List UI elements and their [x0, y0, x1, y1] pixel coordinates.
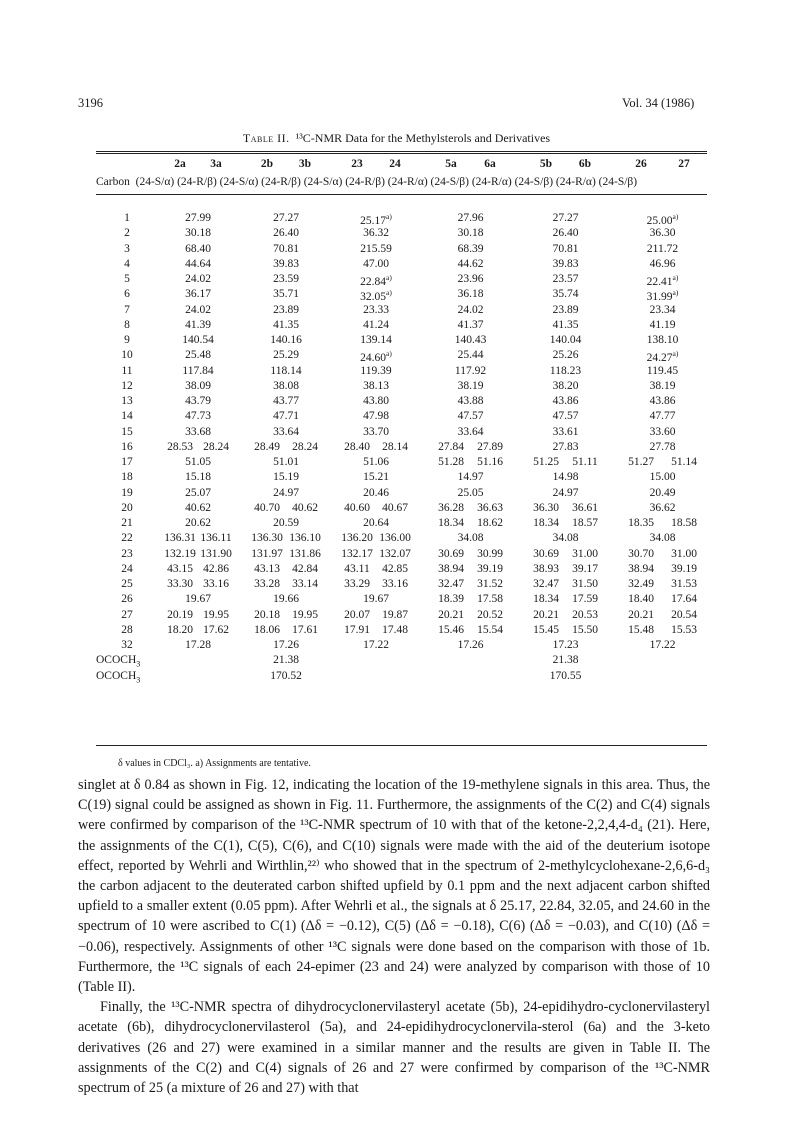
- carbon-label: 14: [121, 410, 133, 423]
- table-cell: 36.62: [649, 501, 676, 514]
- table-cell: 51.27: [628, 456, 654, 468]
- table-cell: 42.86: [203, 562, 229, 575]
- compound-header: 6a: [484, 158, 496, 170]
- carbon-label: 32: [121, 639, 133, 651]
- table-cell: 39.83: [273, 257, 299, 270]
- table-cell: 170.52: [270, 669, 302, 682]
- table-cell: 17.59: [572, 593, 598, 606]
- table-cell: 17.91: [344, 623, 370, 636]
- table-cell: 119.39: [360, 364, 392, 377]
- table-cell: 36.63: [477, 501, 503, 514]
- table-cell: 41.35: [273, 318, 299, 331]
- table-cell: 30.18: [457, 227, 484, 240]
- table-cell: 27.83: [552, 440, 579, 453]
- table-cell: 38.94: [438, 562, 464, 575]
- table-cell: 14.98: [552, 471, 579, 484]
- table-cell: 21.38: [552, 654, 579, 667]
- table-cell: 31.53: [671, 578, 697, 590]
- table-cell: 25.26: [552, 349, 579, 362]
- table-cell: 38.20: [552, 379, 579, 392]
- table-cell: 51.16: [477, 456, 503, 468]
- compound-header: 27: [678, 158, 690, 170]
- compound-header: 2a: [174, 158, 186, 170]
- table-cell: 33.64: [273, 425, 299, 438]
- table-cell: 23.57: [552, 273, 579, 285]
- table-cell: 33.68: [185, 425, 211, 438]
- compound-header: 23: [351, 158, 363, 170]
- table-cell: 39.19: [477, 562, 503, 575]
- table-cell: 33.60: [649, 425, 676, 438]
- table-cell: 17.28: [185, 639, 211, 651]
- table-cell: 15.48: [628, 623, 654, 636]
- table-cell: 47.00: [363, 257, 389, 270]
- table-cell: 25.44: [457, 349, 484, 362]
- carbon-label: 16: [121, 440, 133, 453]
- carbon-label: 24: [121, 562, 133, 575]
- table-cell: 30.99: [477, 547, 503, 560]
- table-header-rule: [96, 194, 707, 195]
- table-cell: 31.52: [477, 578, 503, 590]
- table-cell: 44.64: [185, 257, 211, 270]
- table-cell: 43.86: [649, 395, 676, 407]
- table-cell: 28.14: [382, 440, 408, 453]
- table-cell: 25.07: [185, 486, 211, 499]
- table-cell: 20.64: [363, 517, 389, 529]
- table-cell: 24.97: [273, 486, 299, 499]
- table-cell: 132.19: [164, 547, 196, 560]
- carbon-label: 9: [124, 334, 130, 346]
- table-cell: 35.74: [552, 288, 579, 301]
- table-cell: 119.45: [646, 364, 679, 377]
- table-cell: 33.16: [203, 578, 229, 590]
- table-cell: 51.05: [185, 456, 211, 468]
- table-cell: 41.24: [363, 318, 389, 331]
- table-cell: 47.77: [649, 410, 676, 423]
- table-cell: 20.18: [254, 608, 280, 621]
- carbon-label: 20: [121, 501, 133, 514]
- table-cell: 24.97: [552, 486, 579, 499]
- table-cell: 19.67: [185, 593, 211, 606]
- table-cell: 21.38: [273, 654, 299, 667]
- compound-header: 3a: [210, 158, 222, 170]
- carbon-label: 22: [121, 532, 133, 545]
- table-cell: 47.57: [457, 410, 484, 423]
- table-cell: 32.47: [533, 578, 559, 590]
- table-cell: 19.67: [363, 593, 389, 606]
- table-cell: 39.83: [552, 257, 579, 270]
- table-cell: 131.90: [200, 547, 232, 560]
- table-cell: 25.48: [185, 349, 211, 362]
- table-cell: 26.40: [552, 227, 579, 240]
- table-cell: 17.26: [457, 639, 484, 651]
- table-cell: 20.07: [344, 608, 370, 621]
- carbon-label: 19: [121, 486, 133, 499]
- table-cell: 132.17: [341, 547, 373, 560]
- table-cell: 32.49: [628, 578, 654, 590]
- epimer-header-row: [96, 176, 637, 188]
- table-cell: 28.40: [344, 440, 370, 453]
- table-cell: 38.13: [363, 379, 389, 392]
- epimer-labels: (24-S/α) (24-R/β) (24-S/α) (24-R/β) (24-S/α) (24-R/β) (24-R/α) (24-S/β) (24-R/α) (24-S/β) (24-R/α) (24-S/β): [135, 176, 638, 188]
- carbon-label: 5: [124, 273, 130, 285]
- table-cell: 20.62: [185, 517, 211, 529]
- table-cell: 34.08: [457, 532, 484, 545]
- table-cell: 136.00: [379, 532, 411, 545]
- table-cell: 44.62: [457, 257, 484, 270]
- table-cell: 36.30: [533, 501, 559, 514]
- table-cell: 117.92: [454, 364, 487, 377]
- table-cell: 40.60: [344, 501, 370, 514]
- table-cell: 43.86: [552, 395, 579, 407]
- carbon-label: 4: [124, 257, 130, 270]
- table-cell: 47.71: [273, 410, 299, 423]
- table-cell: 25.17$^{a)}$: [360, 212, 392, 227]
- table-cell: 15.45: [533, 623, 559, 636]
- table-cell: 28.24: [292, 440, 318, 453]
- table-cell: 15.54: [477, 623, 503, 636]
- table-cell: 31.99$^{a)}$: [646, 288, 679, 304]
- table-cell: 36.28: [438, 501, 464, 514]
- table-cell: 18.40: [628, 593, 654, 606]
- carbon-label: 8: [124, 318, 130, 331]
- table-cell: 33.61: [552, 425, 579, 438]
- table-cell: 27.99: [185, 212, 211, 224]
- compound-header: 26: [635, 158, 647, 170]
- carbon-label: $OCOCH_3$: [96, 654, 141, 669]
- table-cell: 23.89: [552, 303, 579, 316]
- carbon-label: 12: [121, 379, 133, 392]
- carbon-label: 21: [121, 517, 133, 529]
- table-cell: 19.66: [273, 593, 299, 606]
- carbon-label: 15: [121, 425, 133, 438]
- table-cell: 30.69: [438, 547, 464, 560]
- table-cell: 139.14: [360, 334, 392, 346]
- table-cell: 18.34: [533, 517, 559, 529]
- table-cell: 41.19: [649, 318, 676, 331]
- carbon-label: 26: [121, 593, 133, 606]
- table-cell: 41.39: [185, 318, 211, 331]
- carbon-label: 3: [124, 242, 130, 255]
- table-cell: 170.55: [549, 669, 582, 682]
- table-cell: 20.59: [273, 517, 299, 529]
- table-cell: 25.29: [273, 349, 299, 362]
- table-cell: 131.86: [289, 547, 321, 560]
- table-cell: 18.34: [438, 517, 464, 529]
- table-cell: 40.62: [292, 501, 318, 514]
- table-cell: 20.21: [628, 608, 654, 621]
- table-cell: 43.13: [254, 562, 280, 575]
- table-cell: 23.96: [457, 273, 484, 285]
- table-cell: 27.27: [552, 212, 579, 224]
- table-cell: 33.64: [457, 425, 484, 438]
- table-cell: 15.00: [649, 471, 676, 484]
- table-cell: 15.46: [438, 623, 464, 636]
- table-cell: 33.16: [382, 578, 408, 590]
- table-cell: 20.49: [649, 486, 676, 499]
- table-cell: 47.73: [185, 410, 211, 423]
- table-cell: 33.29: [344, 578, 370, 590]
- table-cell: 117.84: [182, 364, 214, 377]
- table-cell: 25.00$^{a)}$: [646, 212, 679, 227]
- table-cell: 36.30: [649, 227, 676, 240]
- carbon-label: 25: [121, 578, 133, 590]
- carbon-label: 6: [124, 288, 130, 301]
- table-cell: 36.18: [457, 288, 484, 301]
- table-cell: 19.87: [382, 608, 408, 621]
- table-cell: 211.72: [646, 242, 679, 255]
- table-cell: 38.94: [628, 562, 654, 575]
- table-cell: 40.70: [254, 501, 280, 514]
- table-cell: 27.78: [649, 440, 676, 453]
- carbon-label: 2: [124, 227, 130, 240]
- table-cell: 20.52: [477, 608, 503, 621]
- table-cell: 46.96: [649, 257, 676, 270]
- table-cell: 118.14: [270, 364, 302, 377]
- table-cell: 18.57: [572, 517, 598, 529]
- table-top-rule: [96, 151, 707, 152]
- table-cell: 36.61: [572, 501, 598, 514]
- page-number: 3196: [78, 96, 103, 110]
- table-cell: 27.96: [457, 212, 484, 224]
- table-top-rule-2: [96, 153, 707, 154]
- table-cell: 30.70: [628, 547, 654, 560]
- table-cell: 47.57: [552, 410, 579, 423]
- table-cell: 14.97: [457, 471, 484, 484]
- table-cell: 140.16: [270, 334, 302, 346]
- table-cell: 20.53: [572, 608, 598, 621]
- table-cell: 20.21: [438, 608, 464, 621]
- table-cell: 19.95: [292, 608, 318, 621]
- table-cell: 23.33: [363, 303, 389, 316]
- table-cell: 70.81: [273, 242, 299, 255]
- table-cell: 33.70: [363, 425, 389, 438]
- table-cell: 23.89: [273, 303, 299, 316]
- table-cell: 41.35: [552, 318, 579, 331]
- table-bottom-rule: [96, 745, 707, 746]
- compound-header: 3b: [298, 158, 312, 170]
- table-cell: 43.11: [344, 562, 370, 575]
- table-cell: 23.59: [273, 273, 299, 285]
- paragraph-1: singlet at δ 0.84 as shown in Fig. 12, indicating the location of the 19-methylene signals in this area. Thus, the C(19) signal could be assigned as shown in Fig. 11. Furthermore, the assignments of the C(2) and C(4) signals were confirmed by comparison of the ¹³C-NMR spectrum of 10 with that of the ketone-2,2,4,4-d₄ (21). Here, the assignments of the C(1), C(5), C(6), and C(10) signals were made with the aid of the deuterium isotope effect, reported by Wehrli and Wirthlin,²²⁾ who showed that in the spectrum of 2-methylcyclohexane-2,6,6-d₃ the carbon adjacent to the deuterated carbon shifted upfield by 0.1 ppm and the next adjacent carbon shifted upfield to a smaller extent (0.05 ppm). After Wehrli et al., the signals at δ 25.17, 22.84, 32.05, and 24.60 in the spectrum of 10 were ascribed to C(1) (Δδ = −0.12), C(5) (Δδ = −0.18), C(6) (Δδ = −0.03), and C(10) (Δδ = −0.06), respectively. Assignments of other ¹³C signals were done based on the comparison with those of 1b. Furthermore, the ¹³C signals of each 24-epimer (23 and 24) were analyzed by comparison with those of 10 (Table II).: [78, 777, 710, 996]
- table-cell: 51.25: [533, 456, 559, 468]
- compound-header: 24: [389, 158, 401, 170]
- table-cell: 22.84$^{a)}$: [360, 273, 392, 288]
- compound-header: 6b: [578, 158, 592, 170]
- table-cell: 27.89: [477, 440, 503, 453]
- body-text: [78, 775, 710, 1098]
- carbon-label: 10: [121, 349, 133, 362]
- table-cell: 27.84: [438, 440, 464, 453]
- table-cell: 140.04: [549, 334, 582, 346]
- table-cell: 136.11: [200, 532, 232, 545]
- journal-volume: Vol. 34 (1986): [622, 96, 695, 110]
- table-cell: 25.05: [457, 486, 484, 499]
- table-cell: 24.02: [185, 273, 211, 285]
- table-cell: 131.97: [251, 547, 283, 560]
- table-cell: 36.17: [185, 288, 211, 301]
- table-cell: 43.80: [363, 395, 389, 407]
- table-cell: 51.28: [438, 456, 464, 468]
- table-cell: 17.22: [649, 639, 676, 651]
- table-cell: 136.31: [164, 532, 196, 545]
- carbon-label: 1: [124, 212, 130, 224]
- table-cell: 23.34: [649, 303, 676, 316]
- table-cell: 136.10: [289, 532, 321, 545]
- table-cell: 215.59: [360, 242, 392, 255]
- table-cell: 20.46: [363, 486, 389, 499]
- carbon-label: 23: [121, 547, 133, 560]
- table-caption: [0, 131, 793, 146]
- carbon-label: 13: [121, 395, 133, 407]
- table-cell: 138.10: [646, 334, 679, 346]
- table-cell: 70.81: [552, 242, 579, 255]
- carbon-label: 27: [121, 608, 133, 621]
- table-cell: 40.62: [185, 501, 211, 514]
- table-cell: 118.23: [549, 364, 582, 377]
- table-cell: 18.39: [438, 593, 464, 606]
- table-cell: 33.30: [167, 578, 193, 590]
- compound-header: 5b: [539, 158, 553, 170]
- table-cell: 136.30: [251, 532, 283, 545]
- carbon-header: Carbon: [96, 176, 130, 188]
- table-cell: 33.28: [254, 578, 280, 590]
- table-cell: 33.14: [292, 578, 318, 590]
- table-cell: 20.54: [671, 608, 697, 621]
- table-cell: 42.85: [382, 562, 408, 575]
- table-cell: 51.14: [671, 456, 697, 468]
- table-cell: 22.41$^{a)}$: [646, 273, 679, 288]
- table-cell: 31.50: [572, 578, 598, 590]
- table-cell: 132.07: [379, 547, 411, 560]
- table-cell: 15.53: [671, 623, 697, 636]
- table-cell: 24.02: [185, 303, 211, 316]
- compound-header: 2b: [260, 158, 274, 170]
- table-cell: 38.93: [533, 562, 559, 575]
- compound-header: 5a: [445, 158, 457, 170]
- carbon-label: 28: [121, 623, 133, 636]
- table-cell: 136.20: [341, 532, 373, 545]
- table-cell: 18.06: [254, 623, 280, 636]
- table-cell: 30.69: [533, 547, 559, 560]
- table-cell: 34.08: [649, 532, 676, 545]
- table-cell: 17.22: [363, 639, 389, 651]
- table-cell: 68.39: [457, 242, 484, 255]
- table-cell: 20.19: [167, 608, 193, 621]
- table-cell: 20.21: [533, 608, 559, 621]
- table-cell: 28.49: [254, 440, 280, 453]
- table-cell: 35.71: [273, 288, 299, 301]
- table-cell: 15.19: [273, 471, 299, 484]
- table-cell: 140.54: [182, 334, 214, 346]
- table-cell: 18.58: [671, 517, 697, 529]
- table-cell: 24.02: [457, 303, 484, 316]
- paragraph-2: Finally, the ¹³C-NMR spectra of dihydrocyclonervilasteryl acetate (5b), 24-epidihydro-cyclonervilasteryl acetate (6b), dihydrocyclonervilasterol (5a), and 24-epidihydrocyclonervila-sterol (6a) and the 3-keto derivatives (26 and 27) were examined in a similar manner and the results are given in Table II. The assignments of the C(2) and C(4) signals of 26 and 27 were confirmed by comparison of the ¹³C-NMR spectrum of 25 (a mixture of 26 and 27) with that: [78, 999, 710, 1097]
- table-cell: 36.32: [363, 227, 389, 240]
- table-cell: 32.05$^{a)}$: [360, 288, 392, 304]
- table-cell: 47.98: [363, 410, 389, 423]
- table-cell: 31.00: [572, 547, 598, 560]
- table-cell: 39.17: [572, 562, 598, 575]
- table-cell: 17.26: [273, 639, 299, 651]
- table-cell: 26.40: [273, 227, 299, 240]
- table-cell: 43.88: [457, 395, 484, 407]
- carbon-label: 17: [121, 456, 133, 468]
- table-cell: 28.24: [203, 440, 229, 453]
- table-cell: 18.20: [167, 623, 193, 636]
- table-cell: 15.18: [185, 471, 211, 484]
- table-cell: 17.58: [477, 593, 503, 606]
- carbon-label: 7: [124, 303, 130, 316]
- table-cell: 27.27: [273, 212, 299, 224]
- table-cell: 17.48: [382, 623, 408, 636]
- table-cell: 140.43: [454, 334, 487, 346]
- table-cell: 43.77: [273, 395, 299, 407]
- table-cell: 51.11: [572, 456, 598, 468]
- table-cell: 17.23: [552, 639, 579, 651]
- table-cell: 39.19: [671, 562, 697, 575]
- carbon-label: 11: [121, 364, 133, 377]
- table-cell: 24.60$^{a)}$: [360, 349, 392, 365]
- table-cell: 17.62: [203, 623, 229, 636]
- table-title: ¹³C-NMR Data for the Methylsterols and Derivatives: [295, 131, 551, 145]
- table-cell: 17.64: [671, 593, 697, 606]
- table-cell: 38.08: [273, 379, 299, 392]
- table-cell: 15.50: [572, 623, 598, 636]
- table-cell: 38.19: [649, 379, 676, 392]
- table-label: Table II.: [242, 131, 290, 145]
- table-cell: 34.08: [552, 532, 579, 545]
- table-cell: 30.18: [185, 227, 211, 240]
- table-cell: 43.79: [185, 395, 211, 407]
- table-footnote: δ values in CDCl₃. a) Assignments are tentative.: [118, 758, 311, 769]
- carbon-label: $OCOCH_3$: [96, 669, 141, 684]
- table-cell: 31.00: [671, 547, 697, 560]
- carbon-label: 18: [121, 471, 133, 484]
- table-cell: 40.67: [382, 501, 408, 514]
- table-cell: 41.37: [457, 318, 484, 331]
- table-cell: 15.21: [363, 471, 389, 484]
- table-cell: 38.19: [457, 379, 484, 392]
- table-cell: 17.61: [292, 623, 318, 636]
- table-cell: 32.47: [438, 578, 464, 590]
- table-cell: 38.09: [185, 379, 211, 392]
- table-cell: 18.35: [628, 517, 654, 529]
- table-cell: 51.01: [273, 456, 299, 468]
- table-cell: 68.40: [185, 242, 211, 255]
- table-cell: 19.95: [203, 608, 229, 621]
- table-cell: 18.62: [477, 517, 503, 529]
- table-cell: 51.06: [363, 456, 389, 468]
- table-cell: 42.84: [292, 562, 318, 575]
- table-cell: 24.27$^{a)}$: [646, 349, 679, 365]
- table-cell: 43.15: [167, 562, 193, 575]
- table-cell: 18.34: [533, 593, 559, 606]
- table-cell: 28.53: [167, 440, 193, 453]
